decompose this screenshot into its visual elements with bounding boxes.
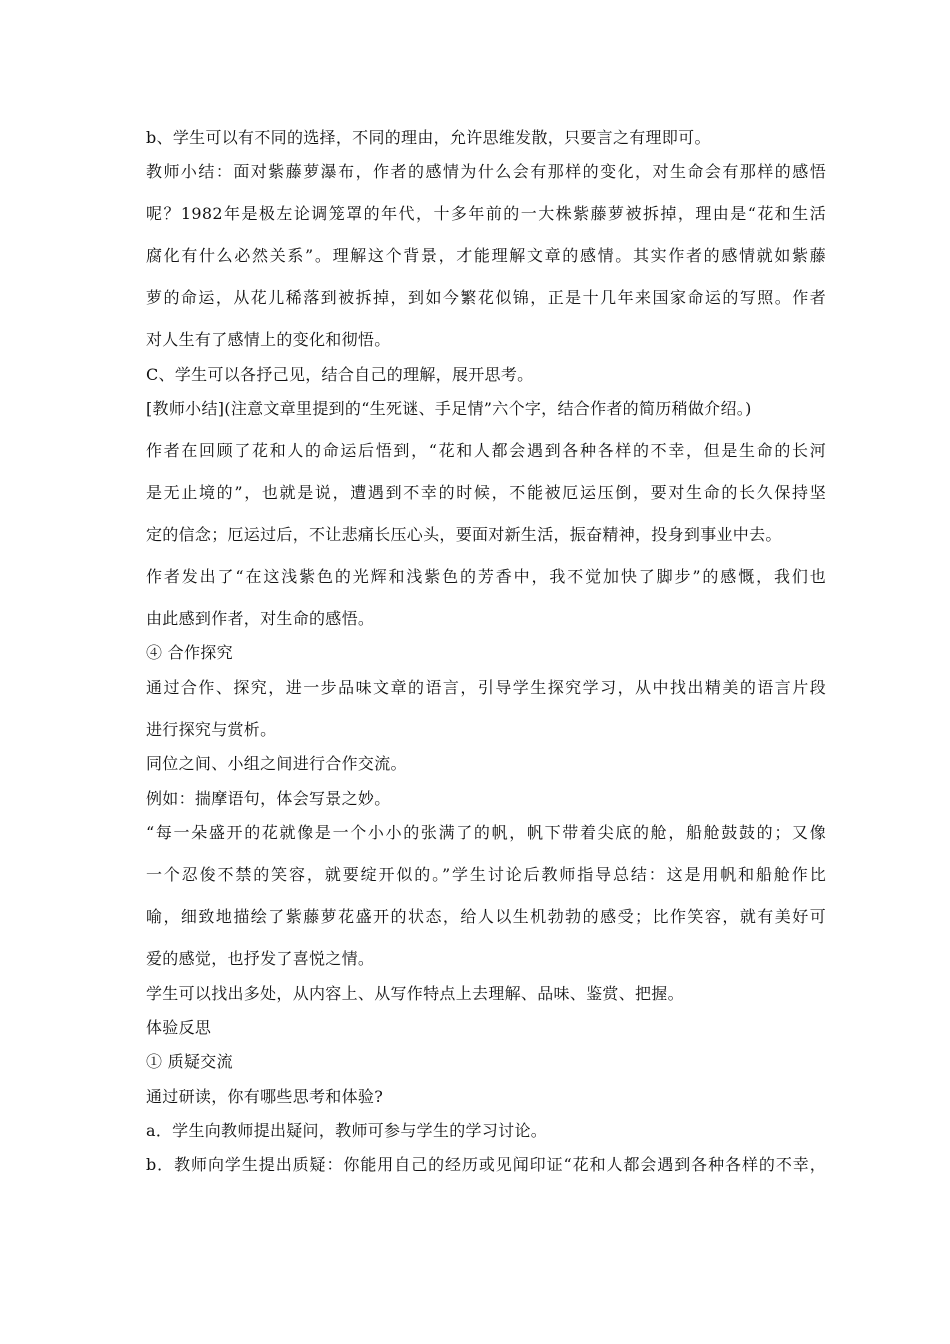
text-line: 通过合作、探究，进一步品味文章的语言，引导学生探究学习，从中找出精美的语言片段 [146,678,826,697]
text-line: 教师小结：面对紫藤萝瀑布，作者的感情为什么会有那样的变化，对生命会有那样的感悟 [146,162,826,181]
text-line: 是无止境的”，也就是说，遭遇到不幸的时候，不能被厄运压倒，要对生命的长久保持坚 [146,483,826,502]
text-line: 由此感到作者，对生命的感悟。 [146,609,375,628]
text-line: 腐化有什么必然关系”。理解这个背景，才能理解文章的感情。其实作者的感情就如紫藤 [146,246,826,265]
text-line: 定的信念；厄运过后，不让悲痛长压心头，要面对新生活，振奋精神，投身到事业中去。 [146,525,782,544]
section-heading: ④ 合作探究 [146,643,233,662]
text-line: a．学生向教师提出疑问，教师可参与学生的学习讨论。 [146,1121,548,1140]
text-line: “每一朵盛开的花就像是一个小小的张满了的帆，帆下带着尖底的舱，船舱鼓鼓的；又像 [146,823,826,842]
text-line: b、学生可以有不同的选择，不同的理由，允许思维发散，只要言之有理即可。 [146,128,711,147]
text-line: 学生可以找出多处，从内容上、从写作特点上去理解、品味、鉴赏、把握。 [146,984,684,1003]
text-line: 喻，细致地描绘了紫藤萝花盛开的状态，给人以生机勃勃的感受；比作笑容，就有美好可 [146,907,826,926]
text-line: C、学生可以各抒己见，结合自己的理解，展开思考。 [146,365,534,384]
section-heading: 体验反思 [146,1018,212,1037]
text-line: b．教师向学生提出质疑：你能用自己的经历或见闻印证“花和人都会遇到各种各样的不幸， [146,1155,826,1174]
text-line: 对人生有了感情上的变化和彻悟。 [146,330,391,349]
text-line: 作者在回顾了花和人的命运后悟到，“花和人都会遇到各种各样的不幸，但是生命的长河 [146,441,826,460]
text-line: 萝的命运，从花儿稀落到被拆掉，到如今繁花似锦，正是十几年来国家命运的写照。作者 [146,288,826,307]
text-line: 作者发出了“在这浅紫色的光辉和浅紫色的芳香中，我不觉加快了脚步”的感慨，我们也 [146,567,826,586]
text-line: 爱的感觉，也抒发了喜悦之情。 [146,949,375,968]
text-line: 通过研读，你有哪些思考和体验? [146,1087,384,1106]
text-line: 进行探究与赏析。 [146,720,277,739]
text-line: 一个忍俊不禁的笑容，就要绽开似的。”学生讨论后教师指导总结：这是用帆和船舱作比 [146,865,826,884]
text-line: 同位之间、小组之间进行合作交流。 [146,754,407,773]
text-line: 呢？1982年是极左论调笼罩的年代，十多年前的一大株紫藤萝被拆掉，理由是“花和生活 [146,204,826,223]
subsection-heading: ① 质疑交流 [146,1052,233,1071]
text-line: 例如：揣摩语句，体会写景之妙。 [146,789,391,808]
text-line: [教师小结](注意文章里提到的“生死谜、手足情”六个字，结合作者的简历稍做介绍。) [146,399,752,418]
